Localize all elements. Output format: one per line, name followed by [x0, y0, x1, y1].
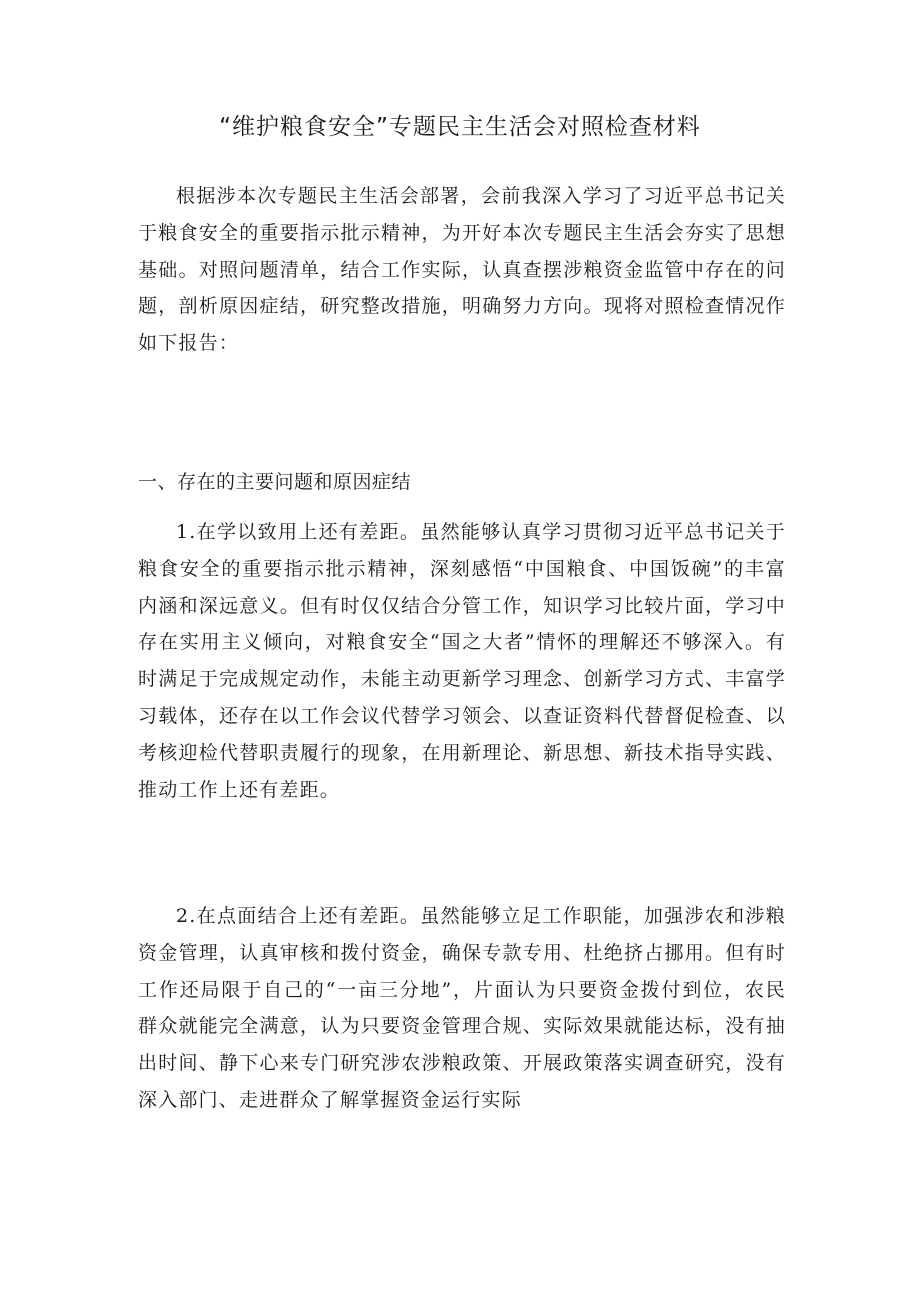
section-heading: 一、存在的主要问题和原因症结: [138, 471, 412, 493]
item-paragraph-2: 2.在点面结合上还有差距。虽然能够立足工作职能，加强涉农和涉粮资金管理，认真审核和拨付资金，确保专款专用、杜绝挤占挪用。但有时工作还局限于自己的“一亩三分地”，片面认为只要资金拨付到位，农民群众就能完全满意，认为只要资金管理合规、实际效果就能达标，没有抽出时间、静下心来专门研究涉农涉粮政策、开展政策落实调查研究，没有深入部门、走进群众了解掌握资金运行实际: [138, 905, 786, 1111]
document-title: “维护粮食安全”专题民主生活会对照检查材料: [219, 114, 701, 140]
item-paragraph-1: 1.在学以致用上还有差距。虽然能够认真学习贯彻习近平总书记关于粮食安全的重要指示批示精神，深刻感悟“中国粮食、中国饭碗”的丰富内涵和深远意义。但有时仅仅结合分管工作，知识学习比较片面，学习中存在实用主义倾向，对粮食安全“国之大者”情怀的理解还不够深入。有时满足于完成规定动作，未能主动更新学习理念、创新学习方式、丰富学习载体，还存在以工作会议代替学习领会、以查证资料代替督促检查、以考核迎检代替职责履行的现象，在用新理论、新思想、新技术指导实践、推动工作上还有差距。: [138, 521, 786, 801]
intro-paragraph: 根据涉本次专题民主生活会部署，会前我深入学习了习近平总书记关于粮食安全的重要指示批示精神，为开好本次专题民主生活会夯实了思想基础。对照问题清单，结合工作实际，认真查摆涉粮资金监管中存在的问题，剖析原因症结，研究整改措施，明确努力方向。现将对照检查情况作如下报告：: [138, 185, 786, 355]
